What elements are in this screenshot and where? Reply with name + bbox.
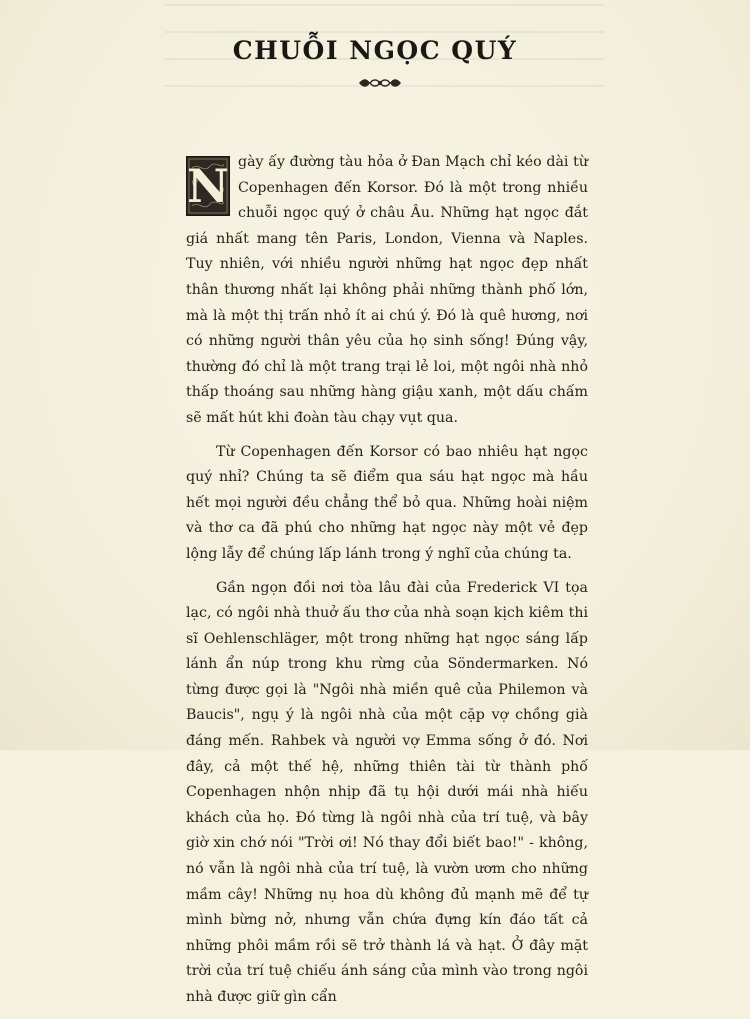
paragraph-text: gày ấy đường tàu hỏa ở Đan Mạch chỉ kéo dài từ Copenhagen đến Korsor. Đó là một trong nhiều chuỗi ngọc quý ở châu Âu. Những hạt ngọc đắt giá nhất mang tên Paris, London, Vienna và Naples. Tuy nhiên, với nhiều người những hạt ngọc đẹp nhất thân thương nhất lại không phải những thành phố lớn, mà là một thị trấn nhỏ ít ai chú ý. Đó là quê hương, nơi có những người thân yêu của họ sinh sống! Đúng vậy, thường đó chỉ là một trang trại lẻ loi, một ngôi nhà nhỏ thấp thoáng sau những hàng giậu xanh, một dấu chấm sẽ mất hút khi đoàn tàu chạy vụt qua. — [186, 154, 588, 426]
fleuron-ornament-icon — [357, 75, 403, 91]
dropcap-letter: N — [186, 159, 230, 213]
paragraph: Từ Copenhagen đến Korsor có bao nhiêu hạt ngọc quý nhỉ? Chúng ta sẽ điểm qua sáu hạt ngọc mà hầu hết mọi người đều chẳng thể bỏ qua. Những hoài niệm và thơ ca đã phú cho những hạt ngọc này một vẻ đẹp lộng lẫy để chúng lấp lánh trong ý nghĩ của chúng ta. — [186, 443, 588, 562]
chapter-body — [186, 150, 588, 1019]
dropcap — [186, 156, 230, 216]
paragraph — [186, 150, 588, 432]
chapter-title: CHUỖI NGỌC QUÝ — [232, 36, 518, 65]
paragraph: Gần ngọn đồi nơi tòa lâu đài của Frederick VI tọa lạc, có ngôi nhà thuở ấu thơ của nhà soạn kịch kiêm thi sĩ Oehlenschläger, một trong những hạt ngọc sáng lấp lánh ẩn núp trong khu rừng của Söndermarken. Nó từng được gọi là "Ngôi nhà miền quê của Philemon và Baucis", ngụ ý là ngôi nhà của một cặp vợ chồng già đáng mến. Rahbek và người vợ Emma sống ở đó. Nơi đây, cả một thế hệ, những thiên tài từ thành phố Copenhagen nhộn nhịp đã tụ hội dưới mái nhà hiếu khách của họ. Đó từng là ngôi nhà của trí tuệ, và bây giờ xin chớ nói "Trời ơi! Nó thay đổi biết bao!" - không, nó vẫn là ngôi nhà của trí tuệ, là vườn ươm cho những mầm cây! Những nụ hoa dù không đủ mạnh mẽ để tự mình bừng nở, nhưng vẫn chứa đựng kín đáo tất cả những phôi mầm rồi sẽ trở thành lá và hạt. Ở đây mặt trời của trí tuệ chiếu ánh sáng của mình vào trong ngôi nhà được giữ gìn cẩn — [186, 579, 588, 1005]
